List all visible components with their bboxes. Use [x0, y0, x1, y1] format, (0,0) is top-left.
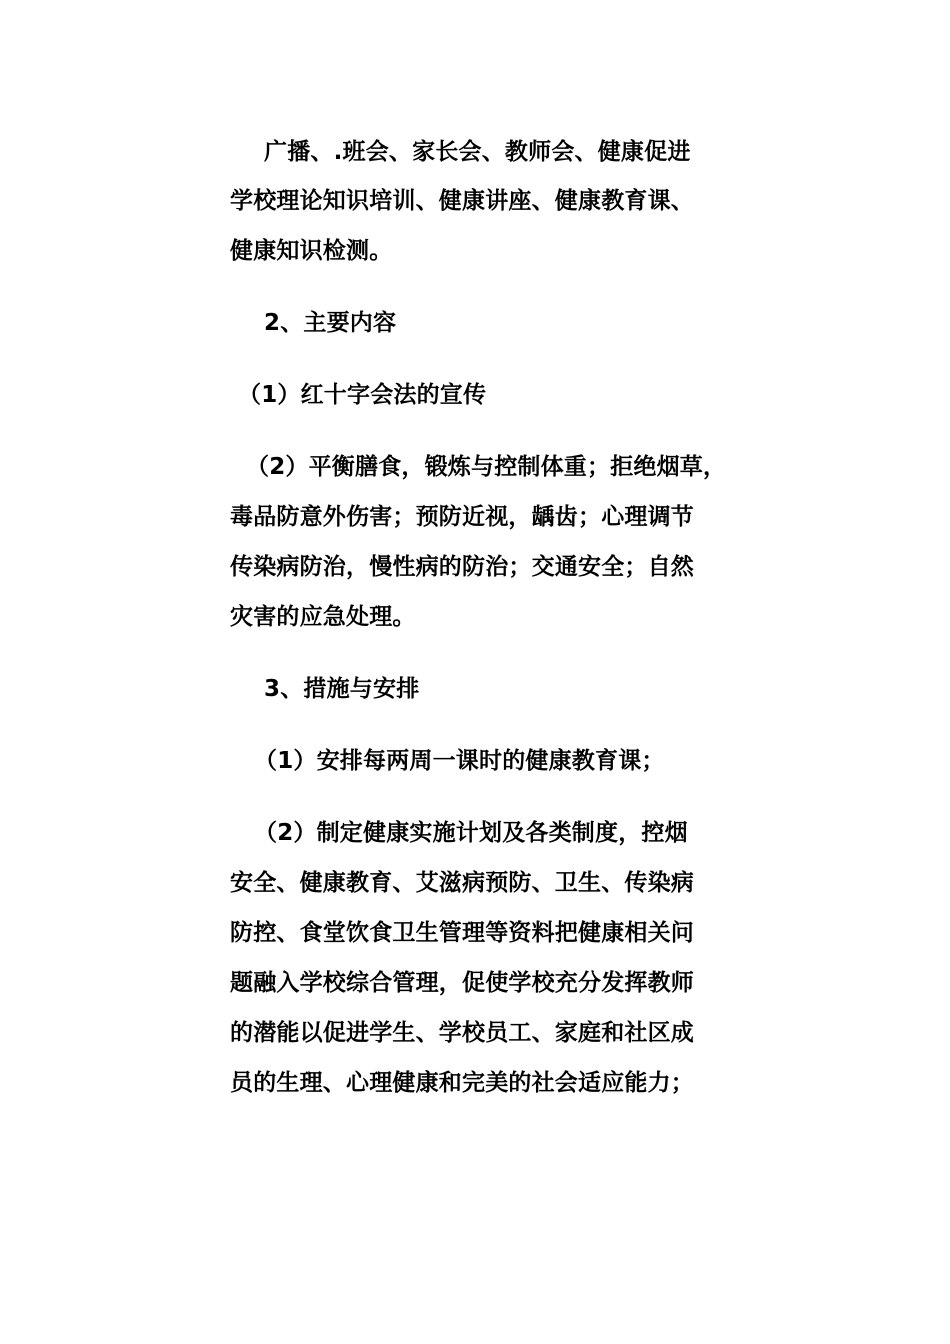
paragraph-line: 学校理论知识培训、健康讲座、健康教育课、: [230, 188, 694, 214]
list-item-line: 防控、食堂饮食卫生管理等资料把健康相关问: [230, 920, 694, 946]
list-item-line: 传染病防治，慢性病的防治；交通安全；自然: [230, 554, 694, 580]
list-item: （2）平衡膳食，锻炼与控制体重；拒绝烟草，: [246, 454, 727, 480]
list-item: （1）安排每两周一课时的健康教育课；: [254, 748, 665, 774]
list-item: （2）制定健康实施计划及各类制度，控烟: [254, 820, 688, 846]
section-heading: 2、主要内容: [264, 310, 397, 336]
list-item-line: 员的生理、心理健康和完美的社会适应能力；: [230, 1070, 694, 1096]
list-item-line: 的潜能以促进学生、学校员工、家庭和社区成: [230, 1020, 694, 1046]
list-item: （1）红十字会法的宣传: [238, 382, 487, 408]
list-item-line: 题融入学校综合管理，促使学校充分发挥教师: [230, 970, 694, 996]
paragraph-line: 广播、.班会、家长会、教师会、健康促进: [264, 139, 691, 165]
list-item-line: 安全、健康教育、艾滋病预防、卫生、传染病: [230, 870, 694, 896]
list-item-line: 灾害的应急处理。: [230, 604, 416, 630]
list-item-line: 毒品防意外伤害；预防近视，龋齿；心理调节: [230, 504, 694, 530]
section-heading: 3、措施与安排: [264, 676, 420, 702]
paragraph-line: 健康知识检测。: [230, 238, 393, 264]
